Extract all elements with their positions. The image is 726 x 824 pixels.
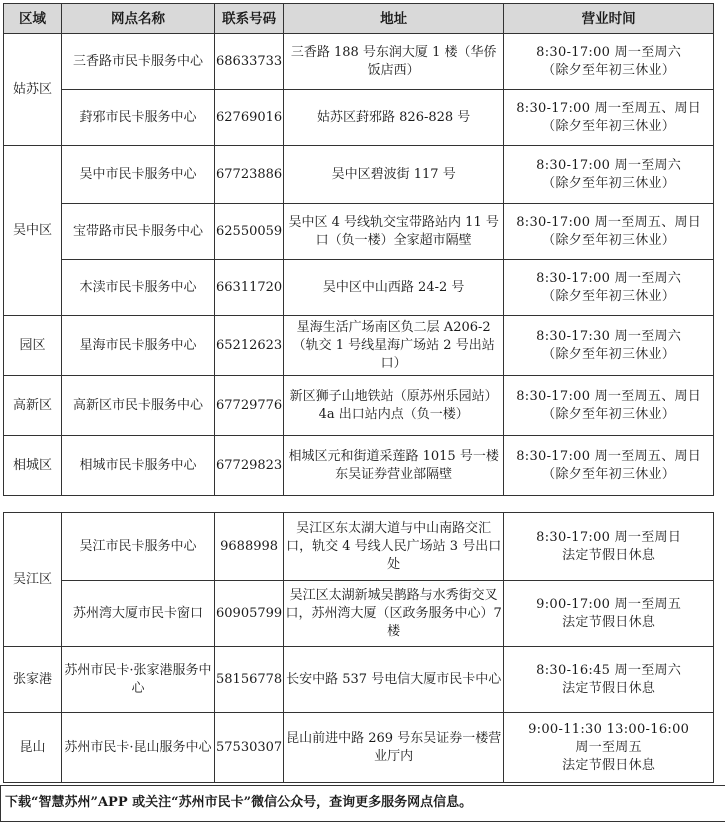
hours-cell [504,436,714,496]
name-cell: 木渎市民卡服务中心 [62,260,215,316]
footer-note: 下载“智慧苏州”APP 或关注“苏州市民卡”微信公众号，查询更多服务网点信息。 [0,785,725,822]
phone-cell: 67729823 [215,436,284,496]
name-cell: 吴江市民卡服务中心 [62,513,215,581]
hours-line: 8:30-17:00 周一至周日 [536,529,682,545]
table-row [4,436,714,496]
hours-note: （除夕至年初三休业） [542,118,676,134]
address-cell: 姑苏区葑邪路 826-828 号 [284,90,504,146]
phone-cell: 58156778 [215,647,284,713]
phone-cell: 68633733 [215,34,284,90]
address-cell: 吴江区东太湖大道与中山南路交汇口，轨交 4 号线人民广场站 3 号出口处 [284,513,504,581]
hours-note: 法定节假日休息 [562,757,656,773]
name-cell: 三香路市民卡服务中心 [62,34,215,90]
phone-cell: 60905799 [215,581,284,647]
table-row [4,376,714,436]
district-cell: 吴中区 [4,146,62,316]
table-row [4,713,714,783]
hours-note: （除夕至年初三休业） [542,466,676,482]
phone-cell: 62769016 [215,90,284,146]
service-points-table-secondary [3,512,714,783]
hours-note: 法定节假日休息 [562,614,656,630]
address-cell: 吴中区中山西路 24-2 号 [284,260,504,316]
hours-cell [504,713,714,783]
district-cell: 高新区 [4,376,62,436]
district-cell: 昆山 [4,713,62,783]
header-address: 地址 [284,4,504,34]
address-cell: 昆山前进中路 269 号东吴证券一楼营业厅内 [284,713,504,783]
table-row [4,260,714,316]
hours-cell [504,647,714,713]
hours-days: 周一至周五 [575,739,642,755]
hours-line: 8:30-17:00 周一至周六 [536,270,682,286]
hours-cell [504,316,714,376]
table-row [4,34,714,90]
name-cell: 吴中市民卡服务中心 [62,146,215,204]
address-cell: 相城区元和街道采莲路 1015 号一楼东吴证券营业部隔壁 [284,436,504,496]
hours-note: （除夕至年初三休业） [542,288,676,304]
name-cell: 葑邪市民卡服务中心 [62,90,215,146]
phone-cell: 57530307 [215,713,284,783]
hours-line: 9:00-11:30 13:00-16:00 [528,721,690,737]
table-row [4,146,714,204]
name-cell: 星海市民卡服务中心 [62,316,215,376]
hours-note: （除夕至年初三休业） [542,406,676,422]
header-hours: 营业时间 [504,4,714,34]
district-cell: 吴江区 [4,513,62,647]
name-cell: 相城市民卡服务中心 [62,436,215,496]
phone-cell: 62550059 [215,204,284,260]
district-cell: 张家港 [4,647,62,713]
address-cell: 星海生活广场南区负二层 A206-2（轨交 1 号线星海广场站 2 号出站口） [284,316,504,376]
hours-cell [504,260,714,316]
service-points-table-main [3,3,714,496]
hours-note: （除夕至年初三休业） [542,175,676,191]
hours-line: 8:30-17:00 周一至周五、周日 [516,100,702,116]
hours-cell [504,204,714,260]
address-cell: 吴中区碧波街 117 号 [284,146,504,204]
phone-cell: 9688998 [215,513,284,581]
hours-cell [504,90,714,146]
hours-line: 8:30-17:00 周一至周六 [536,157,682,173]
hours-line: 8:30-17:00 周一至周五、周日 [516,388,702,404]
district-cell: 相城区 [4,436,62,496]
table-row [4,90,714,146]
hours-cell [504,376,714,436]
table-row [4,513,714,581]
hours-line: 9:00-17:00 周一至周五 [536,596,682,612]
header-name: 网点名称 [62,4,215,34]
table-row [4,204,714,260]
hours-note: （除夕至年初三休业） [542,62,676,78]
hours-line: 8:30-17:30 周一至周六 [536,328,682,344]
address-cell: 新区狮子山地铁站（原苏州乐园站）4a 出口站内点（负一楼） [284,376,504,436]
hours-cell [504,146,714,204]
address-cell: 长安中路 537 号电信大厦市民卡中心 [284,647,504,713]
name-cell: 高新区市民卡服务中心 [62,376,215,436]
hours-line: 8:30-17:00 周一至周五、周日 [516,448,702,464]
phone-cell: 67723886 [215,146,284,204]
address-cell: 吴中区 4 号线轨交宝带路站内 11 号口（负一楼）全家超市隔壁 [284,204,504,260]
hours-cell [504,581,714,647]
district-cell: 姑苏区 [4,34,62,146]
hours-note: （除夕至年初三休业） [542,346,676,362]
name-cell: 苏州市民卡·昆山服务中心 [62,713,215,783]
hours-line: 8:30-16:45 周一至周六 [536,662,682,678]
name-cell: 苏州湾大厦市民卡窗口 [62,581,215,647]
address-cell: 三香路 188 号东润大厦 1 楼（华侨饭店西） [284,34,504,90]
table-header-row [4,4,714,34]
address-cell: 吴江区太湖新城吴鹊路与水秀街交叉口，苏州湾大厦（区政务服务中心）7 楼 [284,581,504,647]
phone-cell: 66311720 [215,260,284,316]
table-row [4,316,714,376]
table-row [4,647,714,713]
name-cell: 宝带路市民卡服务中心 [62,204,215,260]
hours-line: 8:30-17:00 周一至周六 [536,44,682,60]
phone-cell: 65212623 [215,316,284,376]
hours-note: 法定节假日休息 [562,547,656,563]
phone-cell: 67729776 [215,376,284,436]
hours-note: （除夕至年初三休业） [542,232,676,248]
table-row [4,581,714,647]
hours-line: 8:30-17:00 周一至周五、周日 [516,214,702,230]
hours-note: 法定节假日休息 [562,680,656,696]
hours-cell [504,34,714,90]
header-phone: 联系号码 [215,4,284,34]
name-cell: 苏州市民卡·张家港服务中心 [62,647,215,713]
hours-cell [504,513,714,581]
header-district: 区域 [4,4,62,34]
district-cell: 园区 [4,316,62,376]
